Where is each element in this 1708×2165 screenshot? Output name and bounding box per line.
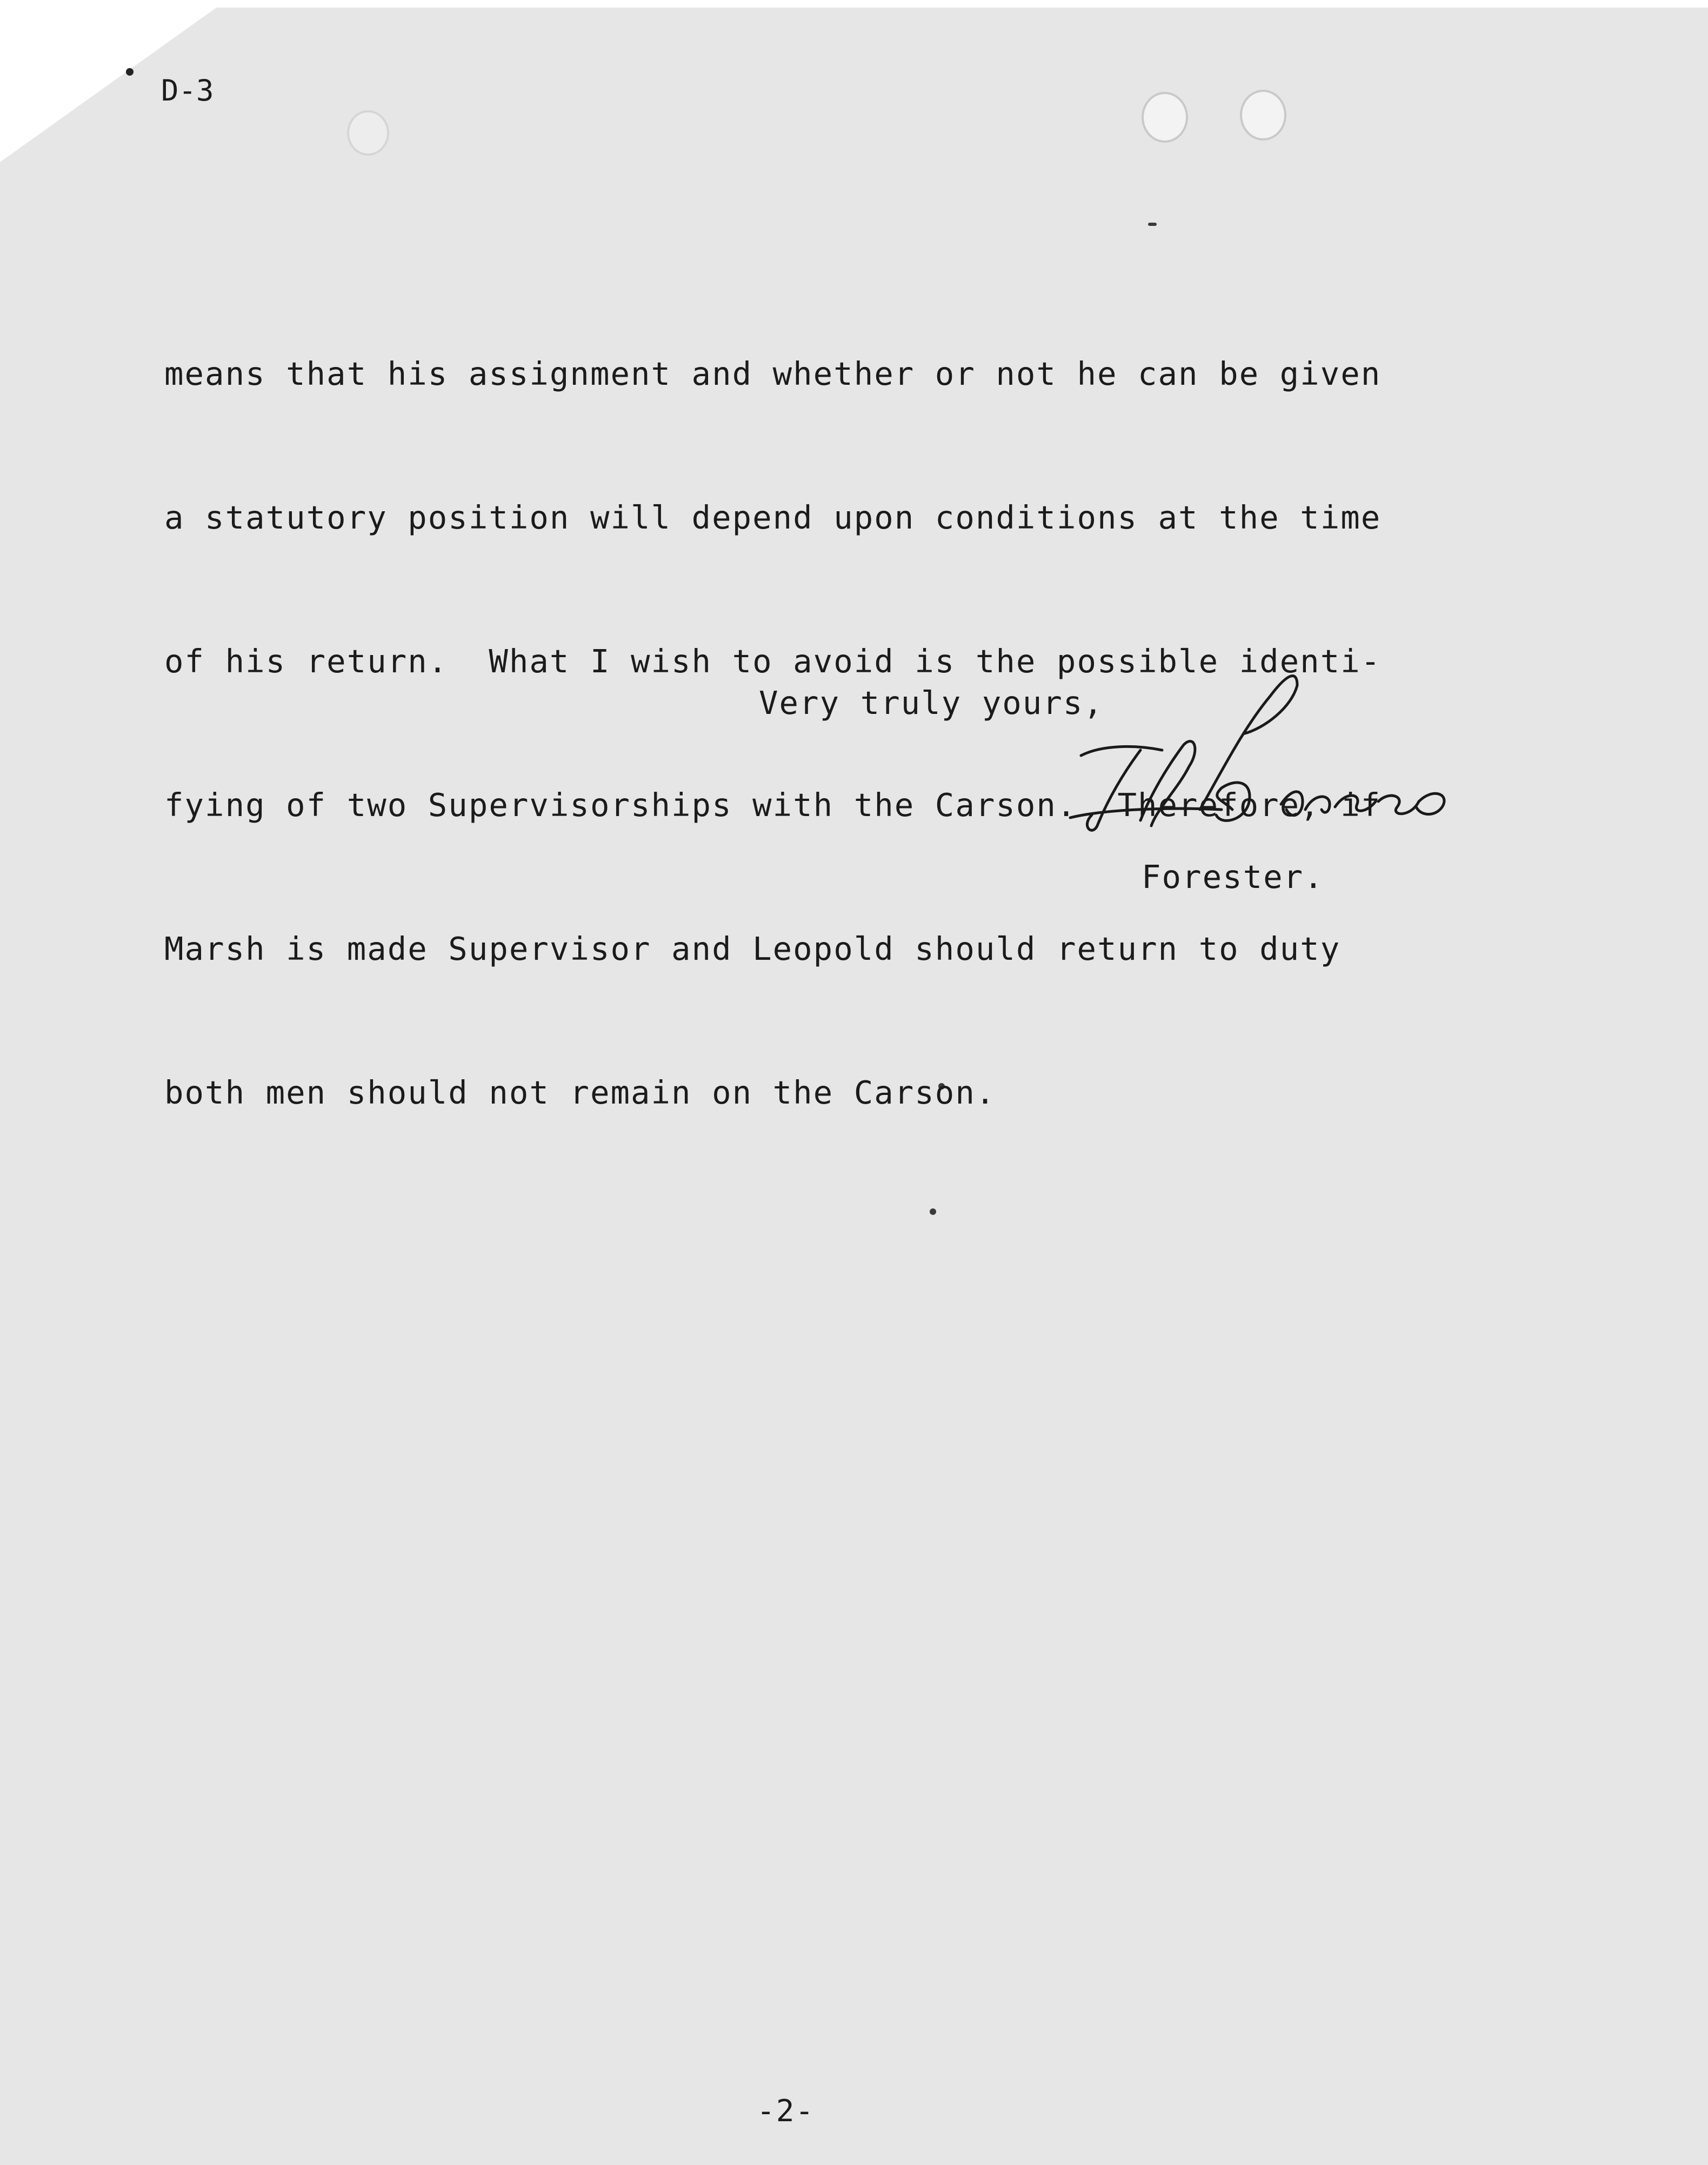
ink-speck xyxy=(126,68,134,76)
page-number: -2- xyxy=(757,2094,815,2129)
body-line: both men should not remain on the Carson. xyxy=(164,1074,996,1111)
ink-speck xyxy=(1148,223,1157,226)
punch-hole xyxy=(1142,92,1188,143)
body-line: Marsh is made Supervisor and Leopold should return to duty xyxy=(164,930,1341,967)
ink-speck xyxy=(930,1208,936,1215)
body-line: of his return. What I wish to avoid is the possible identi- xyxy=(164,643,1382,680)
punch-hole xyxy=(1240,90,1286,141)
punch-hole xyxy=(347,110,389,156)
body-line: a statutory position will depend upon conditions at the time xyxy=(164,499,1382,536)
file-reference: D-3 xyxy=(161,73,214,108)
body-line: fying of two Supervisorships with the Carson. Therefore, if xyxy=(164,786,1382,824)
handwritten-signature xyxy=(1059,664,1481,847)
body-line: means that his assignment and whether or not he can be given xyxy=(164,355,1382,392)
page-top-edge xyxy=(216,0,1708,8)
letter-closing: Very truly yours, xyxy=(759,684,1104,721)
signatory-title: Forester. xyxy=(1142,858,1324,896)
